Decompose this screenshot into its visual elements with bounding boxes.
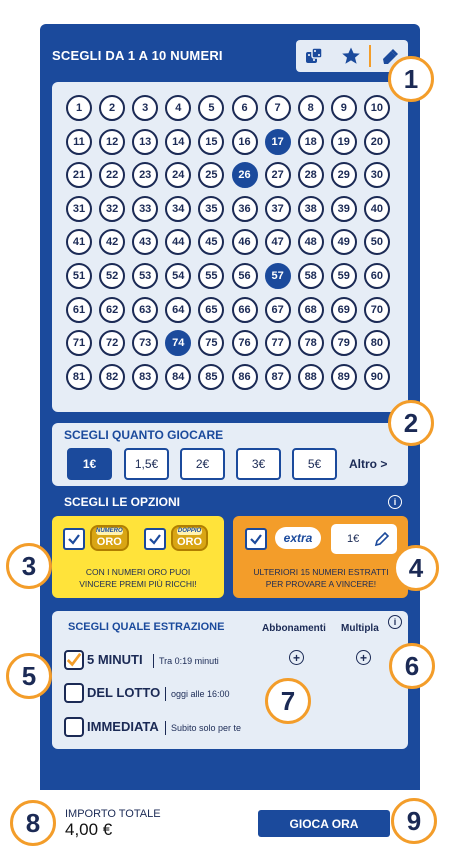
number-ball[interactable]: 33 <box>132 196 158 222</box>
number-ball[interactable]: 22 <box>99 162 125 188</box>
number-ball[interactable]: 50 <box>364 229 390 255</box>
number-ball[interactable]: 46 <box>232 229 258 255</box>
numero-oro-logo-top: NUMERO <box>96 528 123 534</box>
number-ball[interactable]: 29 <box>331 162 357 188</box>
number-ball[interactable]: 35 <box>198 196 224 222</box>
check-icon <box>148 532 162 546</box>
number-ball[interactable]: 21 <box>66 162 92 188</box>
number-ball[interactable]: 7 <box>265 95 291 121</box>
multiple-add-button[interactable]: + <box>356 650 371 665</box>
number-ball[interactable]: 2 <box>99 95 125 121</box>
random-dice-icon <box>304 46 324 66</box>
number-ball[interactable]: 40 <box>364 196 390 222</box>
number-ball[interactable]: 56 <box>232 263 258 289</box>
number-ball[interactable]: 77 <box>265 330 291 356</box>
number-ball[interactable]: 71 <box>66 330 92 356</box>
doppio-oro-logo <box>171 525 208 551</box>
draw-title: SCEGLI QUALE ESTRAZIONE <box>68 621 225 633</box>
number-ball[interactable]: 38 <box>298 196 324 222</box>
number-ball[interactable]: 88 <box>298 364 324 390</box>
options-info-icon[interactable]: i <box>388 495 402 509</box>
number-grid <box>52 82 408 412</box>
numero-oro-logo-main: ORO <box>96 535 122 548</box>
draw-immediata-label[interactable]: IMMEDIATA <box>87 719 159 734</box>
number-ball[interactable]: 26 <box>232 162 258 188</box>
number-ball[interactable]: 64 <box>165 297 191 323</box>
number-ball[interactable]: 74 <box>165 330 191 356</box>
check-icon <box>66 651 82 669</box>
number-ball[interactable]: 76 <box>232 330 258 356</box>
number-ball[interactable]: 57 <box>265 263 291 289</box>
number-ball[interactable]: 51 <box>66 263 92 289</box>
number-ball[interactable]: 84 <box>165 364 191 390</box>
extra-amount-value: 1€ <box>347 533 360 545</box>
draw-5-minuti-sub: Tra 0:19 minuti <box>153 654 219 668</box>
number-ball[interactable]: 32 <box>99 196 125 222</box>
number-ball[interactable]: 20 <box>364 129 390 155</box>
number-ball[interactable]: 70 <box>364 297 390 323</box>
extra-amount-field[interactable] <box>331 524 397 554</box>
number-ball[interactable]: 5 <box>198 95 224 121</box>
doppio-oro-logo-top: DOPPIO <box>177 528 202 534</box>
number-ball[interactable]: 48 <box>298 229 324 255</box>
random-dice-button[interactable] <box>296 40 333 72</box>
amount-option-5[interactable]: 5€ <box>292 448 337 480</box>
number-ball[interactable]: 11 <box>66 129 92 155</box>
callout-5: 5 <box>6 653 52 699</box>
number-ball[interactable]: 16 <box>232 129 258 155</box>
number-ball[interactable]: 81 <box>66 364 92 390</box>
number-ball[interactable]: 78 <box>298 330 324 356</box>
number-ball[interactable]: 25 <box>198 162 224 188</box>
number-ball[interactable]: 69 <box>331 297 357 323</box>
draw-del-lotto-sub: oggi alle 16:00 <box>165 687 230 701</box>
doppio-oro-checkbox[interactable] <box>144 528 166 550</box>
number-ball[interactable]: 85 <box>198 364 224 390</box>
callout-1: 1 <box>388 56 434 102</box>
favorite-button[interactable] <box>333 40 370 72</box>
draw-5-minuti-label[interactable]: 5 MINUTI <box>87 652 143 667</box>
number-ball[interactable]: 9 <box>331 95 357 121</box>
number-ball[interactable]: 58 <box>298 263 324 289</box>
amount-option-1[interactable]: 1€ <box>67 448 112 480</box>
number-ball[interactable]: 6 <box>232 95 258 121</box>
number-ball[interactable]: 8 <box>298 95 324 121</box>
draw-del-lotto-checkbox[interactable] <box>64 683 84 703</box>
star-icon <box>341 46 361 66</box>
number-ball[interactable]: 53 <box>132 263 158 289</box>
number-ball[interactable]: 41 <box>66 229 92 255</box>
extra-description <box>241 566 401 590</box>
number-ball[interactable]: 36 <box>232 196 258 222</box>
extra-description-line: ULTERIORI 15 NUMERI ESTRATTI <box>253 567 389 577</box>
number-ball[interactable]: 34 <box>165 196 191 222</box>
subscriptions-header: Abbonamenti <box>262 623 326 634</box>
number-ball[interactable]: 62 <box>99 297 125 323</box>
number-ball[interactable]: 17 <box>265 129 291 155</box>
page-title: SCEGLI DA 1 A 10 NUMERI <box>52 48 223 63</box>
number-ball[interactable]: 55 <box>198 263 224 289</box>
number-ball[interactable]: 60 <box>364 263 390 289</box>
extra-logo: extra <box>275 527 321 549</box>
number-ball[interactable]: 27 <box>265 162 291 188</box>
pencil-icon[interactable] <box>374 531 390 547</box>
number-ball[interactable]: 14 <box>165 129 191 155</box>
number-ball[interactable]: 61 <box>66 297 92 323</box>
number-ball[interactable]: 37 <box>265 196 291 222</box>
draw-del-lotto-label[interactable]: DEL LOTTO <box>87 685 161 700</box>
oro-description <box>58 566 218 590</box>
number-ball[interactable]: 31 <box>66 196 92 222</box>
extra-checkbox[interactable] <box>245 528 267 550</box>
number-ball[interactable]: 79 <box>331 330 357 356</box>
total-value: 4,00 € <box>65 820 113 839</box>
extra-description-line: PER PROVARE A VINCERE! <box>265 579 377 589</box>
check-icon <box>67 532 81 546</box>
callout-4: 4 <box>393 545 439 591</box>
number-ball[interactable]: 90 <box>364 364 390 390</box>
number-ball[interactable]: 24 <box>165 162 191 188</box>
numero-oro-checkbox[interactable] <box>63 528 85 550</box>
amount-option-2[interactable]: 2€ <box>180 448 225 480</box>
number-ball[interactable]: 89 <box>331 364 357 390</box>
numero-oro-logo <box>90 525 129 551</box>
number-ball[interactable]: 80 <box>364 330 390 356</box>
number-ball[interactable]: 10 <box>364 95 390 121</box>
number-ball[interactable]: 65 <box>198 297 224 323</box>
number-ball[interactable]: 66 <box>232 297 258 323</box>
number-ball[interactable]: 72 <box>99 330 125 356</box>
multiple-header: Multipla <box>341 623 379 634</box>
number-ball[interactable]: 13 <box>132 129 158 155</box>
number-ball[interactable]: 18 <box>298 129 324 155</box>
number-ball[interactable]: 49 <box>331 229 357 255</box>
number-ball[interactable]: 15 <box>198 129 224 155</box>
callout-7: 7 <box>265 678 311 724</box>
number-ball[interactable]: 87 <box>265 364 291 390</box>
number-ball[interactable]: 86 <box>232 364 258 390</box>
number-ball[interactable]: 42 <box>99 229 125 255</box>
number-ball[interactable]: 75 <box>198 330 224 356</box>
number-ball[interactable]: 19 <box>331 129 357 155</box>
amount-other-link[interactable]: Altro > <box>349 457 388 471</box>
amount-option-1-5[interactable]: 1,5€ <box>124 448 169 480</box>
number-ball[interactable]: 54 <box>165 263 191 289</box>
number-ball[interactable]: 59 <box>331 263 357 289</box>
doppio-oro-logo-main: ORO <box>177 535 203 548</box>
number-ball[interactable]: 43 <box>132 229 158 255</box>
number-ball[interactable]: 4 <box>165 95 191 121</box>
draw-immediata-sub: Subito solo per te <box>165 721 241 735</box>
draw-info-icon[interactable]: i <box>388 615 402 629</box>
number-ball[interactable]: 63 <box>132 297 158 323</box>
callout-2: 2 <box>388 400 434 446</box>
draw-immediata-checkbox[interactable] <box>64 717 84 737</box>
number-ball[interactable]: 73 <box>132 330 158 356</box>
number-ball[interactable]: 52 <box>99 263 125 289</box>
number-ball[interactable]: 67 <box>265 297 291 323</box>
oro-description-line: CON I NUMERI ORO PUOI <box>85 567 191 577</box>
number-ball[interactable]: 23 <box>132 162 158 188</box>
number-ball[interactable]: 3 <box>132 95 158 121</box>
callout-8: 8 <box>10 800 56 846</box>
number-ball[interactable]: 44 <box>165 229 191 255</box>
play-button[interactable]: GIOCA ORA <box>258 810 390 837</box>
callout-9: 9 <box>391 798 437 844</box>
check-icon <box>249 532 263 546</box>
callout-6: 6 <box>389 643 435 689</box>
number-ball[interactable]: 45 <box>198 229 224 255</box>
total-label: IMPORTO TOTALE <box>65 808 161 820</box>
amount-option-3[interactable]: 3€ <box>236 448 281 480</box>
number-ball[interactable]: 39 <box>331 196 357 222</box>
number-ball[interactable]: 47 <box>265 229 291 255</box>
options-title: SCEGLI LE OPZIONI <box>64 495 181 509</box>
number-ball[interactable]: 30 <box>364 162 390 188</box>
amount-title: SCEGLI QUANTO GIOCARE <box>64 428 224 442</box>
number-ball[interactable]: 68 <box>298 297 324 323</box>
number-ball[interactable]: 28 <box>298 162 324 188</box>
number-ball[interactable]: 83 <box>132 364 158 390</box>
subscriptions-add-button[interactable]: + <box>289 650 304 665</box>
callout-3: 3 <box>6 543 52 589</box>
number-ball[interactable]: 1 <box>66 95 92 121</box>
number-ball[interactable]: 12 <box>99 129 125 155</box>
number-ball[interactable]: 82 <box>99 364 125 390</box>
oro-description-line: VINCERE PREMI PIÙ RICCHI! <box>79 579 197 589</box>
draw-5-minuti-checkbox[interactable] <box>64 650 84 670</box>
